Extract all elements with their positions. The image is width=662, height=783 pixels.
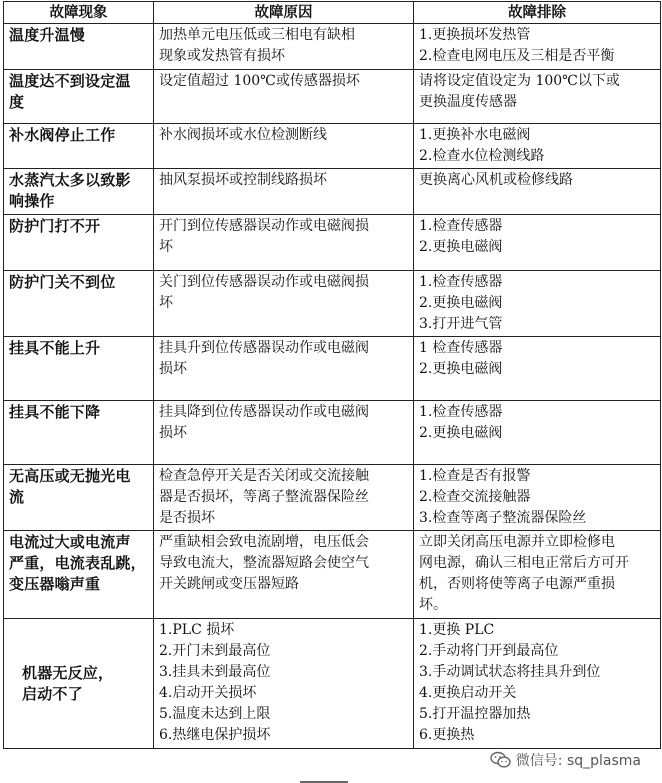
cause-line: 损坏 [159,425,187,441]
symptom-line: 电流过大或电流声 [9,533,131,551]
cause-cell [154,70,414,124]
cause-line: 5.温度未达到上限 [159,706,271,722]
symptom-line: 响操作 [9,192,55,210]
cause-cell [154,271,414,337]
symptom-line: 机器无反应， [22,663,114,682]
fix-line: 坏。 [419,597,447,613]
fix-cell [414,337,661,401]
fix-cell [414,169,661,215]
cause-line: 是否损坏 [159,510,215,526]
fix-line: 3.打开进气管 [419,316,503,332]
cause-line: 挂具降到位传感器误动作或电磁阀 [159,404,369,420]
cause-line: 6.热继电保护损坏 [159,727,271,743]
symptom-line: 温度达不到设定温 [9,72,131,90]
fix-line: 4.更换启动开关 [419,685,517,701]
fix-line: 1.更换补水电磁阀 [419,127,531,143]
cause-line: 关门到位传感器误动作或电磁阀损 [159,274,369,290]
cause-line: 严重缺相会致电流剧增，电压低会 [159,534,369,550]
cause-line: 现象或发热管有损坏 [159,48,285,64]
fix-cell [414,24,661,70]
fix-line: 2.更换电磁阀 [419,239,503,255]
table-row [4,465,661,531]
fix-cell [414,401,661,465]
header-symptom: 故障现象 [4,2,154,24]
symptom-line: 流 [9,488,25,506]
fix-cell [414,271,661,337]
symptom-line: 启动不了 [22,684,83,703]
table-row [4,619,661,749]
symptom-cell [4,465,154,531]
symptom-line: 度 [9,93,25,111]
symptom-cell [4,401,154,465]
table-row [4,531,661,619]
cause-line: 器是否损坏，等离子整流器保险丝 [159,489,369,505]
fix-line: 6.更换热 [419,727,475,743]
symptom-line: 变压器嗡声重 [9,575,101,593]
symptom-line: 补水阀停止工作 [9,126,116,144]
table-row [4,70,661,124]
table-row [4,215,661,271]
table-row [4,337,661,401]
symptom-cell [4,169,154,215]
fix-line: 2.更换电磁阀 [419,361,503,377]
symptom-line: 挂具不能上升 [9,339,101,357]
cause-cell [154,619,414,749]
watermark-label: 微信号: sq_plasma [515,753,641,769]
fix-cell [414,465,661,531]
cause-line: 检查急停开关是否关闭或交流接触 [159,468,369,484]
fix-line: 1 检查传感器 [419,340,503,356]
fix-cell [414,124,661,169]
wechat-icon [490,751,512,769]
fix-line: 2.手动将门开到最高位 [419,643,559,659]
fix-line: 1.更换 PLC [419,622,495,638]
cause-line: 挂具升到位传感器误动作或电磁阀 [159,340,369,356]
symptom-cell [4,337,154,401]
fix-line: 机，否则将使等离子电源严重损 [419,576,615,592]
cause-line: 2.开门未到最高位 [159,643,271,659]
symptom-cell [4,124,154,169]
watermark [487,749,644,771]
fix-line: 更换离心风机或检修线路 [419,172,573,188]
table-row [4,124,661,169]
symptom-line: 温度升温慢 [9,26,86,44]
fix-line: 2.检查电网电压及三相是否平衡 [419,48,615,64]
table-row [4,24,661,70]
cause-line: 1.PLC 损坏 [159,622,235,638]
fix-cell [414,619,661,749]
fix-line: 1.检查是否有报警 [419,468,531,484]
fix-cell [414,531,661,619]
cause-cell [154,465,414,531]
fix-line: 1.更换损坏发热管 [419,27,531,43]
fix-line: 2.检查交流接触器 [419,489,531,505]
cause-cell [154,531,414,619]
fix-line: 3.手动调试状态将挂具升到位 [419,664,601,680]
symptom-line: 严重，电流表乱跳， [9,554,146,572]
symptom-line: 防护门关不到位 [9,273,116,291]
cause-line: 设定值超过 100℃或传感器损坏 [159,73,360,89]
header-row [4,2,661,24]
cause-cell [154,124,414,169]
fix-line: 1.检查传感器 [419,404,503,420]
cause-cell [154,24,414,70]
cause-line: 开门到位传感器误动作或电磁阀损 [159,218,369,234]
fix-line: 1.检查传感器 [419,274,503,290]
symptom-cell [4,70,154,124]
cause-line: 坏 [159,239,173,255]
table-row [4,401,661,465]
cause-line: 补水阀损坏或水位检测断线 [159,127,327,143]
symptom-cell [4,271,154,337]
cause-cell [154,215,414,271]
fix-line: 立即关闭高压电源并立即检修电 [419,534,615,550]
cause-line: 坏 [159,295,173,311]
cause-cell [154,169,414,215]
fix-line: 2.更换电磁阀 [419,425,503,441]
cause-line: 加热单元电压低或三相电有缺相 [159,27,355,43]
header-fix: 故障排除 [414,2,661,24]
fault-table [3,1,661,749]
cause-line: 抽风泵损坏或控制线路损坏 [159,172,327,188]
header-cause: 故障原因 [154,2,414,24]
fix-line: 1.检查传感器 [419,218,503,234]
fix-line: 5.打开温控器加热 [419,706,531,722]
cause-cell [154,401,414,465]
fix-line: 网电源，确认三相电正常后方可开 [419,555,629,571]
fix-line: 2.检查水位检测线路 [419,148,545,164]
symptom-line: 挂具不能下降 [9,403,101,421]
cause-line: 4.启动开关损坏 [159,685,257,701]
cause-line: 3.挂具未到最高位 [159,664,271,680]
table-row [4,169,661,215]
cause-line: 导致电流大，整流器短路会使空气 [159,555,369,571]
fix-line: 2.更换电磁阀 [419,295,503,311]
fix-line: 更换温度传感器 [419,94,517,110]
symptom-line: 水蒸汽太多以致影 [9,171,131,189]
cause-line: 开关跳闸或变压器短路 [159,576,299,592]
symptom-cell [4,24,154,70]
fix-line: 请将设定值设定为 100℃以下或 [419,73,620,89]
fix-cell [414,215,661,271]
symptom-line: 无高压或无抛光电 [9,467,131,485]
cause-cell [154,337,414,401]
cause-line: 损坏 [159,361,187,377]
symptom-line: 防护门打不开 [9,217,101,235]
table-row [4,271,661,337]
fix-cell [414,70,661,124]
symptom-cell [4,215,154,271]
fix-line: 3.检查等离子整流器保险丝 [419,510,587,526]
symptom-cell [4,531,154,619]
symptom-cell [4,619,154,749]
